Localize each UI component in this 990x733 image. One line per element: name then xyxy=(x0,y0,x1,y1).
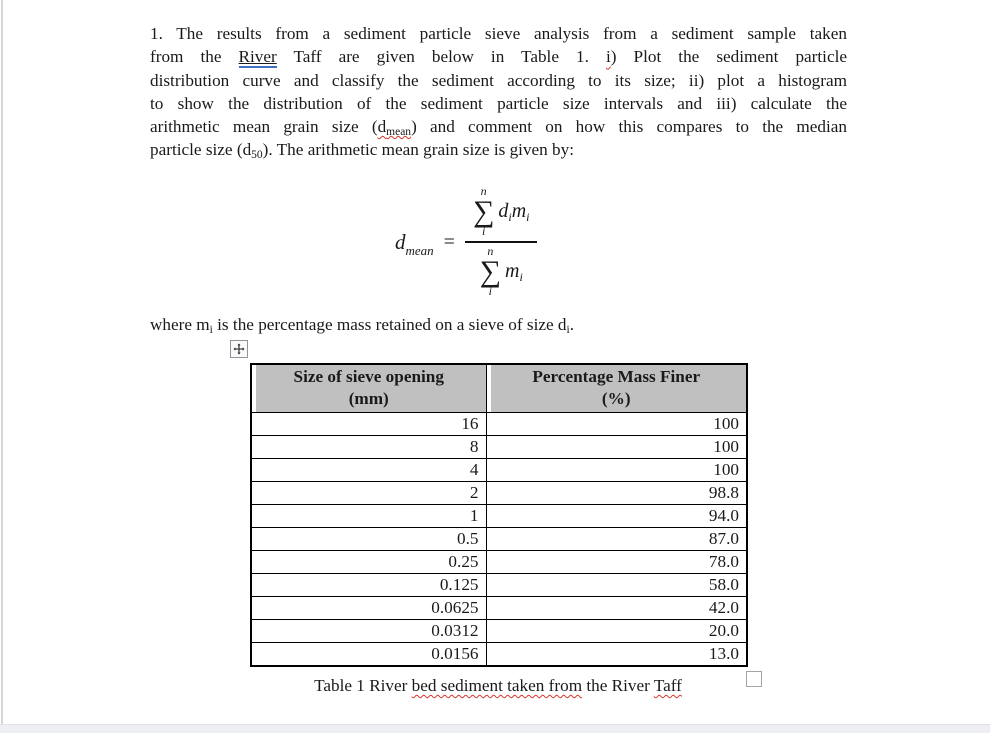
sieve-size-cell[interactable]: 0.0156 xyxy=(251,643,486,667)
line2-text-c: ) Plot the sediment particle xyxy=(610,47,847,67)
sieve-size-cell[interactable]: 0.0312 xyxy=(251,620,486,643)
mass-finer-cell[interactable]: 87.0 xyxy=(486,528,747,551)
di-symbol: d xyxy=(498,200,509,222)
table-row xyxy=(251,482,747,505)
line3-text: distribution curve and classify the sediment according to its size; ii) plot a histogram xyxy=(150,70,847,90)
header-col2-line1: Percentage Mass Finer xyxy=(532,367,701,386)
table-header-row xyxy=(251,364,747,413)
di-subscript: i xyxy=(508,210,512,224)
where-text-c: . xyxy=(569,315,574,334)
summation-denominator xyxy=(480,245,501,298)
mass-finer-cell[interactable]: 100 xyxy=(486,436,747,459)
fraction-numerator xyxy=(465,183,538,243)
mass-finer-cell[interactable]: 42.0 xyxy=(486,597,747,620)
mass-finer-cell[interactable]: 78.0 xyxy=(486,551,747,574)
object-anchor-square[interactable] xyxy=(746,671,762,687)
d50-subscript: 50 xyxy=(251,149,263,162)
sum-lower-limit: i xyxy=(488,284,492,298)
sieve-analysis-table xyxy=(250,363,748,667)
header-col2-line2: (%) xyxy=(601,389,631,408)
di-subscript: i xyxy=(566,324,570,336)
paragraph-line-1 xyxy=(150,22,847,45)
sieve-size-cell[interactable]: 0.0625 xyxy=(251,597,486,620)
header-col1-line2: (mm) xyxy=(348,389,389,408)
table-row xyxy=(251,436,747,459)
dmean-subscript: mean xyxy=(386,126,412,139)
summation-numerator xyxy=(473,185,494,238)
page-bottom-edge xyxy=(0,724,990,733)
table-row xyxy=(251,574,747,597)
spellcheck-flagged-phrase: bed sediment taken from xyxy=(411,676,583,695)
equation-fraction xyxy=(465,183,538,301)
paragraph-line-5 xyxy=(150,115,847,138)
sieve-size-cell[interactable]: 2 xyxy=(251,482,486,505)
numerator-expression xyxy=(498,200,529,223)
mi-symbol: m xyxy=(511,200,527,222)
spellcheck-flagged-i: i xyxy=(605,47,611,67)
sum-upper-limit: n xyxy=(480,184,487,198)
river-grammar-underlined-word: River xyxy=(238,47,277,67)
paragraph-line-2 xyxy=(150,45,847,68)
line1-text: 1. The results from a sediment particle sieve analysis from a sediment sample taken xyxy=(150,24,847,43)
move-arrows-icon xyxy=(233,343,245,355)
mass-finer-cell[interactable]: 100 xyxy=(486,459,747,482)
sigma-icon: ∑ xyxy=(479,255,502,288)
header-size-of-sieve-opening[interactable] xyxy=(251,364,486,413)
dmean-symbol: d xyxy=(377,117,387,137)
denominator-expression xyxy=(505,260,523,283)
caption-text-pre: Table 1 River xyxy=(314,676,412,695)
equals-sign: = xyxy=(443,230,455,253)
mass-finer-cell[interactable]: 98.8 xyxy=(486,482,747,505)
where-text-b: is the percentage mass retained on a sieve of size d xyxy=(212,315,567,334)
line4-text: to show the distribution of the sediment particle size intervals and iii) calculate the xyxy=(150,93,847,113)
header-percentage-mass-finer[interactable] xyxy=(486,364,747,413)
sieve-size-cell[interactable]: 0.125 xyxy=(251,574,486,597)
where-text-a: where m xyxy=(150,315,210,334)
line2-text-a: from the xyxy=(150,47,239,67)
sieve-size-cell[interactable]: 0.5 xyxy=(251,528,486,551)
table-caption[interactable] xyxy=(250,676,746,696)
mi-subscript: i xyxy=(526,210,530,224)
mass-finer-cell[interactable]: 58.0 xyxy=(486,574,747,597)
paragraph-line-3 xyxy=(150,69,847,92)
line5-text-b: ) and comment on how this compares to the median xyxy=(411,117,848,137)
where-clause[interactable] xyxy=(150,315,574,335)
mi-subscript: i xyxy=(519,270,523,284)
equation-lhs xyxy=(395,229,434,258)
sieve-size-cell[interactable]: 8 xyxy=(251,436,486,459)
table-row xyxy=(251,505,747,528)
sieve-size-cell[interactable]: 1 xyxy=(251,505,486,528)
spellcheck-flagged-taff: Taff xyxy=(653,676,682,695)
table-move-handle[interactable] xyxy=(230,340,248,358)
mass-finer-cell[interactable]: 100 xyxy=(486,413,747,436)
header-col1-line1: Size of sieve opening xyxy=(293,367,444,386)
mi-symbol: m xyxy=(505,260,520,282)
fraction-denominator xyxy=(472,243,531,301)
sieve-size-cell[interactable]: 16 xyxy=(251,413,486,436)
table-row xyxy=(251,551,747,574)
mass-finer-cell[interactable]: 13.0 xyxy=(486,643,747,667)
mass-finer-cell[interactable]: 20.0 xyxy=(486,620,747,643)
line5-text-a: arithmetic mean grain size ( xyxy=(150,117,378,137)
sieve-size-cell[interactable]: 4 xyxy=(251,459,486,482)
table-row xyxy=(251,413,747,436)
line6-text-b: ). The arithmetic mean grain size is given by: xyxy=(262,140,575,160)
table-row xyxy=(251,620,747,643)
sum-upper-limit: n xyxy=(487,244,494,258)
spellcheck-flagged-dmean xyxy=(377,117,412,139)
d-symbol: d xyxy=(395,229,406,254)
line2-text-b: Taff are given below in Table 1. xyxy=(276,47,606,67)
table-row xyxy=(251,528,747,551)
mi-subscript: i xyxy=(209,324,213,336)
paragraph-line-6 xyxy=(150,138,847,161)
problem-statement-paragraph[interactable] xyxy=(150,22,847,162)
sigma-icon: ∑ xyxy=(472,195,495,228)
line6-text-a: particle size (d xyxy=(150,140,252,160)
caption-text-mid: the River xyxy=(582,676,654,695)
mass-finer-cell[interactable]: 94.0 xyxy=(486,505,747,528)
table-row xyxy=(251,459,747,482)
dmean-equation[interactable] xyxy=(395,183,537,301)
mean-subscript: mean xyxy=(405,242,434,258)
table-row xyxy=(251,643,747,667)
table-row xyxy=(251,597,747,620)
paragraph-line-4 xyxy=(150,92,847,115)
sum-lower-limit: i xyxy=(481,224,486,238)
page-left-edge xyxy=(1,0,3,733)
sieve-size-cell[interactable]: 0.25 xyxy=(251,551,486,574)
